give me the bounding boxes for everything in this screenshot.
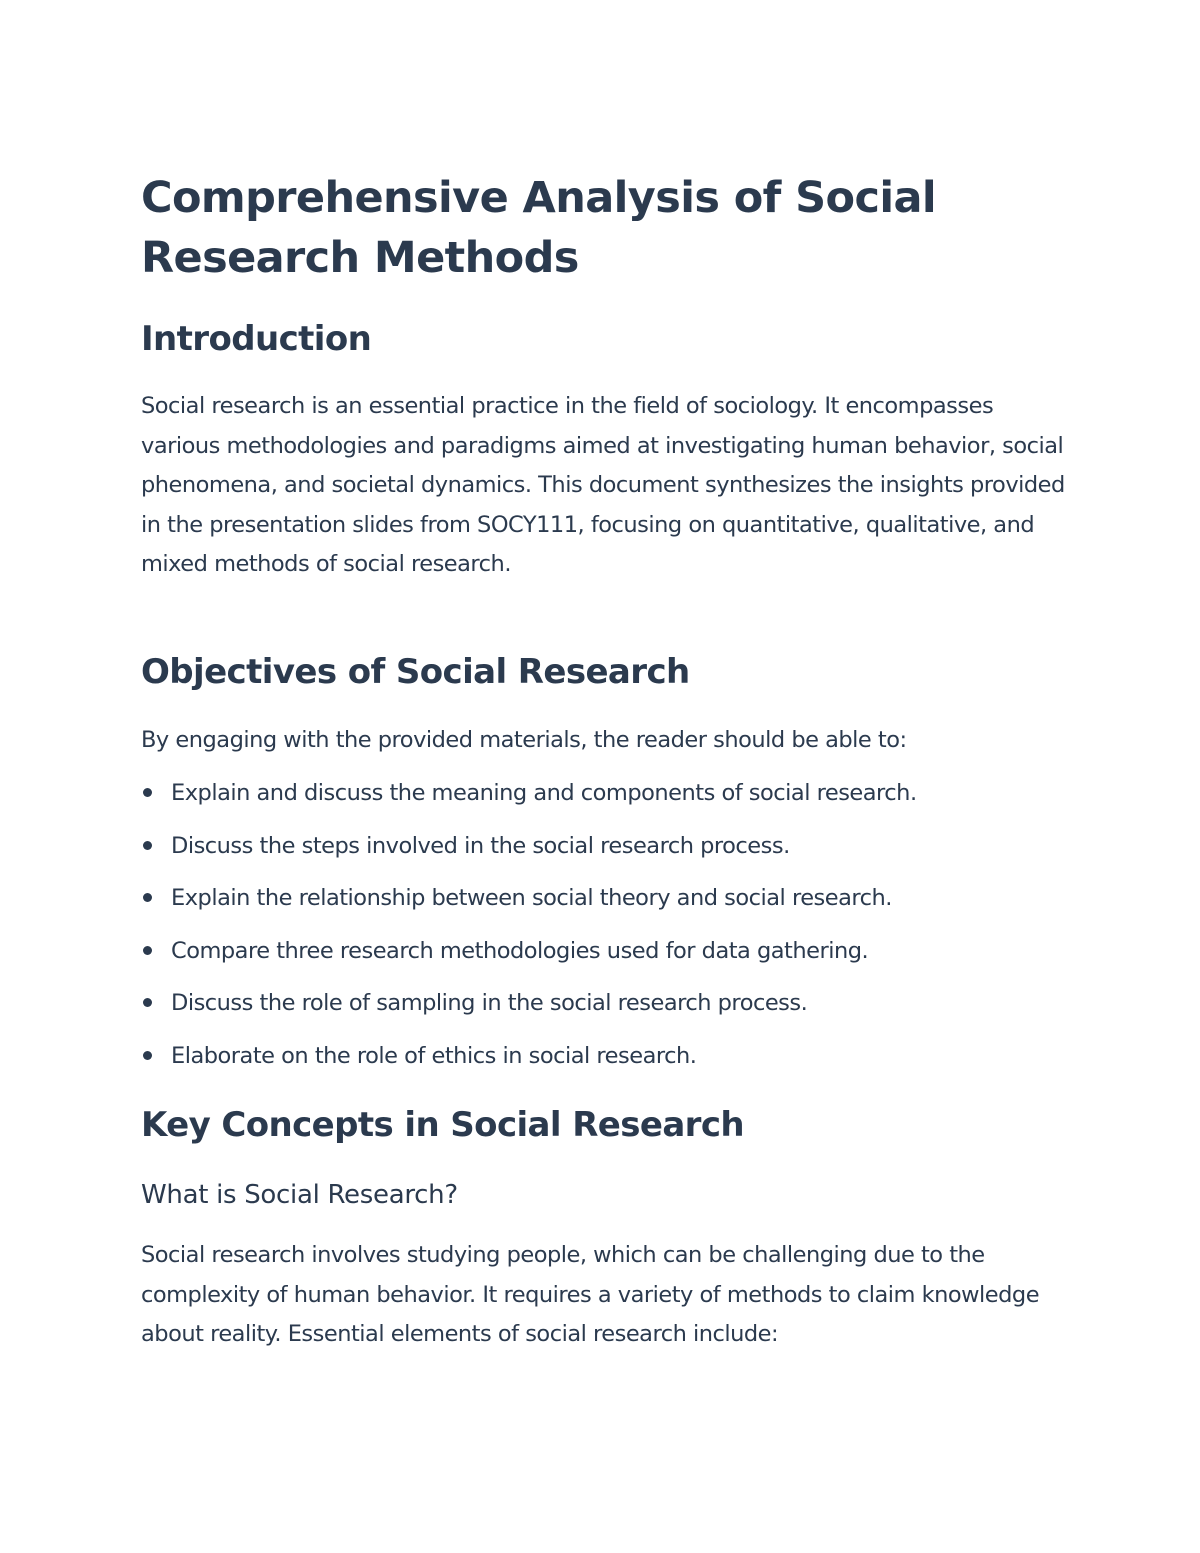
bullet-icon	[143, 893, 152, 902]
list-item-text: Compare three research methodologies used for data gathering.	[171, 937, 869, 964]
bullet-icon	[143, 841, 152, 850]
list-item	[141, 931, 917, 984]
bullet-icon	[143, 1051, 152, 1060]
bullet-icon	[143, 998, 152, 1007]
objectives-heading: Objectives of Social Research	[141, 652, 690, 692]
introduction-paragraph: Social research is an essential practice in the field of sociology. It encompasses various methodologies and paradigms aimed at investigating human behavior, social phenomena, and societal dynamics. This document synthesizes the insights provided in the presentation slides from SOCY111, focusing on quantitative, qualitative, and mixed methods of social research.	[141, 393, 1065, 578]
list-item	[141, 773, 917, 826]
list-item-text: Elaborate on the role of ethics in social research.	[171, 1042, 697, 1069]
objectives-list	[141, 773, 917, 1089]
bullet-icon	[143, 946, 152, 955]
bullet-icon	[143, 788, 152, 797]
objectives-lead: By engaging with the provided materials, the reader should be able to:	[141, 727, 907, 753]
list-item	[141, 1036, 917, 1089]
list-item	[141, 878, 917, 931]
key-concepts-heading: Key Concepts in Social Research	[141, 1105, 744, 1145]
list-item-text: Explain the relationship between social theory and social research.	[171, 885, 892, 912]
list-item-text: Discuss the steps involved in the social research process.	[171, 832, 790, 859]
list-item	[141, 826, 917, 879]
what-is-social-research-subheading: What is Social Research?	[141, 1180, 458, 1210]
list-item-text: Discuss the role of sampling in the social research process.	[171, 990, 808, 1017]
document-title: Comprehensive Analysis of Social Research Methods	[141, 173, 937, 283]
list-item	[141, 983, 917, 1036]
key-concepts-paragraph: Social research involves studying people, which can be challenging due to the complexity of human behavior. It requires a variety of methods to claim knowledge about reality. Essential elements of social research include:	[141, 1242, 1040, 1348]
list-item-text: Explain and discuss the meaning and components of social research.	[171, 780, 917, 806]
introduction-heading: Introduction	[141, 319, 372, 359]
